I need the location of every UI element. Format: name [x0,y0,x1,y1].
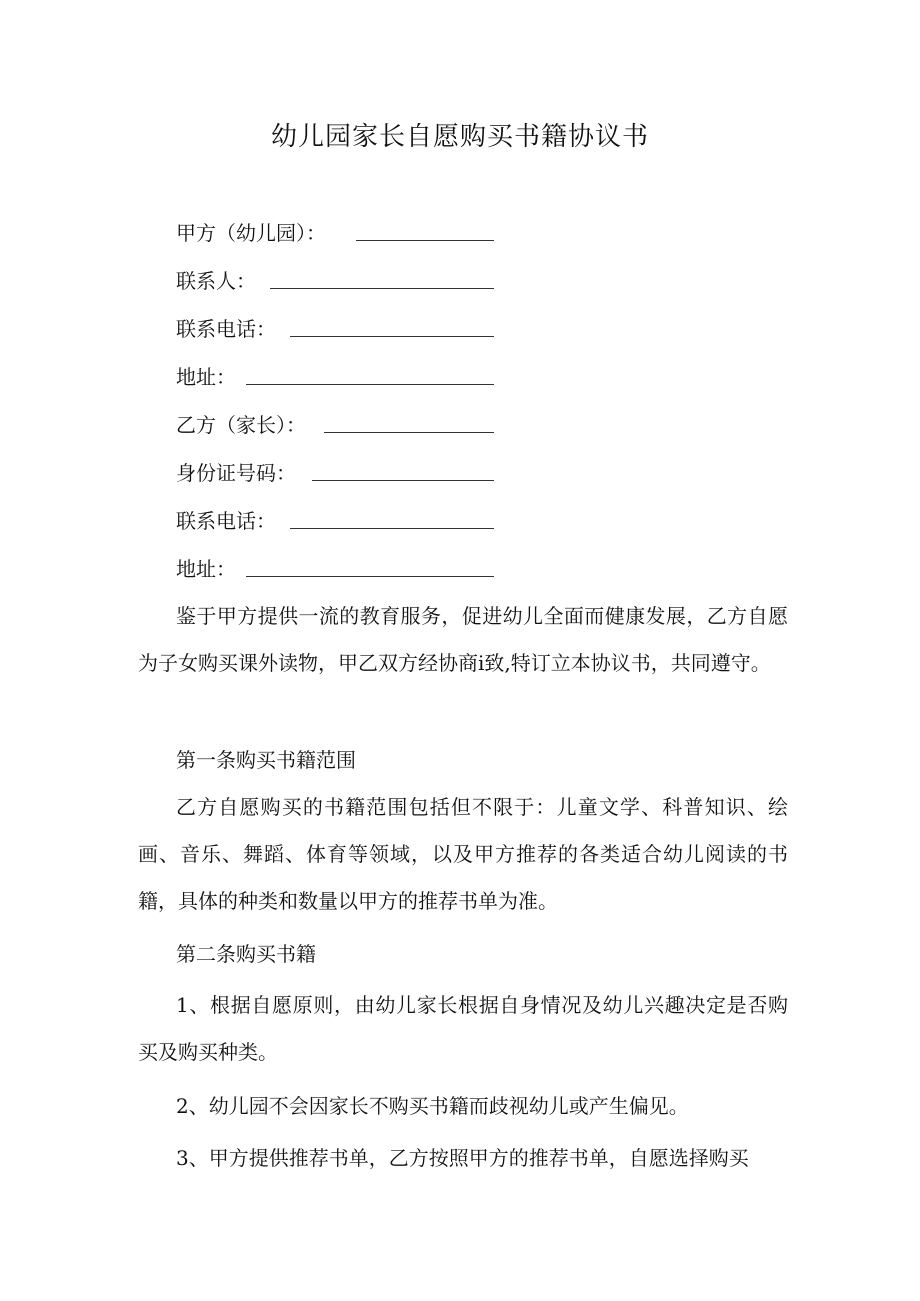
article-1-body: 乙方自愿购买的书籍范围包括但不限于：儿童文学、科普知识、绘画、音乐、舞蹈、体育等领域，以及甲方推荐的各类适合幼儿阅读的书籍，具体的种类和数量以甲方的推荐书单为准。 [138,795,788,913]
field-phone-b-blank[interactable] [290,528,494,529]
field-address-b [176,547,236,587]
field-address-b-blank[interactable] [246,576,494,577]
field-party-b-label: 乙方（家长）： [176,412,306,437]
field-party-a [176,211,326,251]
field-contact-a-blank[interactable] [270,288,494,289]
field-contact-a [176,259,256,299]
field-phone-b-label: 联系电话： [176,508,276,533]
field-party-b [176,403,306,443]
intro-paragraph: 鉴于甲方提供一流的教育服务，促进幼儿全面而健康发展，乙方自愿为子女购买课外读物，甲乙双方经协商i致,特订立本协议书，共同遵守。 [138,604,788,675]
field-phone-a-label: 联系电话： [176,316,276,341]
article-2-item-1: 1、根据自愿原则，由幼儿家长根据自身情况及幼儿兴趣决定是否购买及购买种类。 [138,993,788,1064]
field-address-a-blank[interactable] [246,384,494,385]
field-address-b-label: 地址： [176,556,236,581]
field-party-a-blank[interactable] [356,240,494,241]
article-2-item-3: 3、甲方提供推荐书单，乙方按照甲方的推荐书单，自愿选择购买 [176,1146,749,1170]
article-1-heading: 第一条购买书籍范围 [176,748,356,772]
field-phone-a-blank[interactable] [290,336,494,337]
article-2-item-2: 2、幼儿园不会因家长不购买书籍而歧视幼儿或产生偏见。 [176,1094,689,1118]
field-phone-b [176,499,276,539]
article-2-heading: 第二条购买书籍 [176,942,316,966]
field-contact-a-label: 联系人： [176,268,256,293]
field-id-number-label: 身份证号码： [176,460,296,485]
field-party-a-label: 甲方（幼儿园）： [176,220,326,245]
field-id-number-blank[interactable] [312,480,494,481]
field-address-a-label: 地址： [176,364,236,389]
field-id-number [176,451,296,491]
document-title: 幼儿园家长自愿购买书籍协议书 [270,122,649,152]
field-address-a [176,355,236,395]
field-party-b-blank[interactable] [324,432,494,433]
field-phone-a [176,307,276,347]
